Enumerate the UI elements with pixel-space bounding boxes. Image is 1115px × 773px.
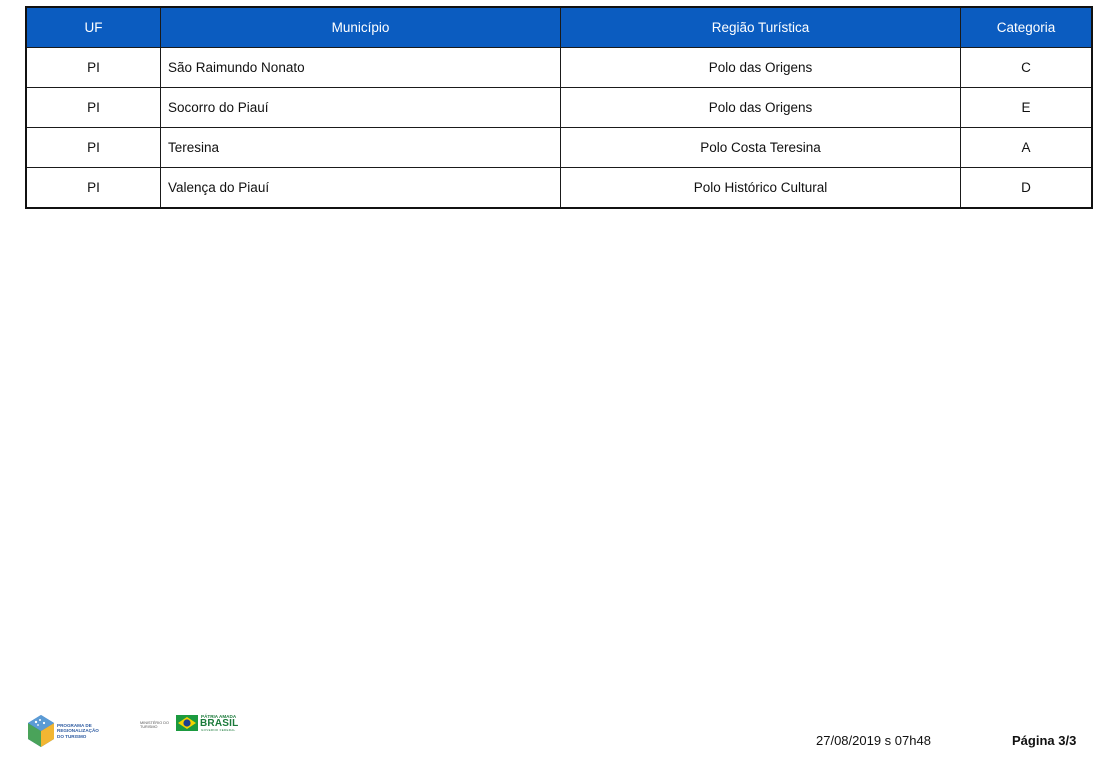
cell-municipio: São Raimundo Nonato [161,48,561,88]
gov-motto: PÁTRIA AMADA [201,714,237,719]
cell-regiao: Polo das Origens [561,48,961,88]
cell-uf: PI [26,128,161,168]
gov-country: BRASIL [200,718,239,729]
header-categoria: Categoria [961,7,1093,48]
cell-uf: PI [26,168,161,209]
header-uf: UF [26,7,161,48]
government-logo [140,713,240,735]
ministry-line2: TURISMO [140,725,158,730]
cell-uf: PI [26,48,161,88]
municipios-table [25,6,1093,209]
cell-regiao: Polo Costa Teresina [561,128,961,168]
header-municipio: Município [161,7,561,48]
program-logo-line1: PROGRAMA DE [57,723,92,728]
table-row [26,128,1092,168]
table-header-row [26,7,1092,48]
cell-categoria: C [961,48,1093,88]
page-number: Página 3/3 [1012,733,1077,748]
ministry-line1: MINISTÉRIO DO [140,721,169,725]
cell-regiao: Polo Histórico Cultural [561,168,961,209]
regionalization-program-logo [26,713,106,755]
gov-sub: GOVERNO FEDERAL [201,728,236,732]
cell-uf: PI [26,88,161,128]
table-row [26,88,1092,128]
program-logo-line3: DO TURISMO [57,733,87,739]
table-row [26,48,1092,88]
cell-municipio: Socorro do Piauí [161,88,561,128]
cell-categoria: E [961,88,1093,128]
brazil-flag-icon [176,715,198,731]
cell-categoria: D [961,168,1093,209]
program-logo-icon [26,713,56,753]
cell-municipio: Valença do Piauí [161,168,561,209]
print-datetime: 27/08/2019 s 07h48 [816,733,931,748]
cell-municipio: Teresina [161,128,561,168]
program-logo-line2: REGIONALIZAÇÃO [57,728,99,734]
cell-categoria: A [961,128,1093,168]
cell-regiao: Polo das Origens [561,88,961,128]
table-row [26,168,1092,209]
header-regiao-turistica: Região Turística [561,7,961,48]
